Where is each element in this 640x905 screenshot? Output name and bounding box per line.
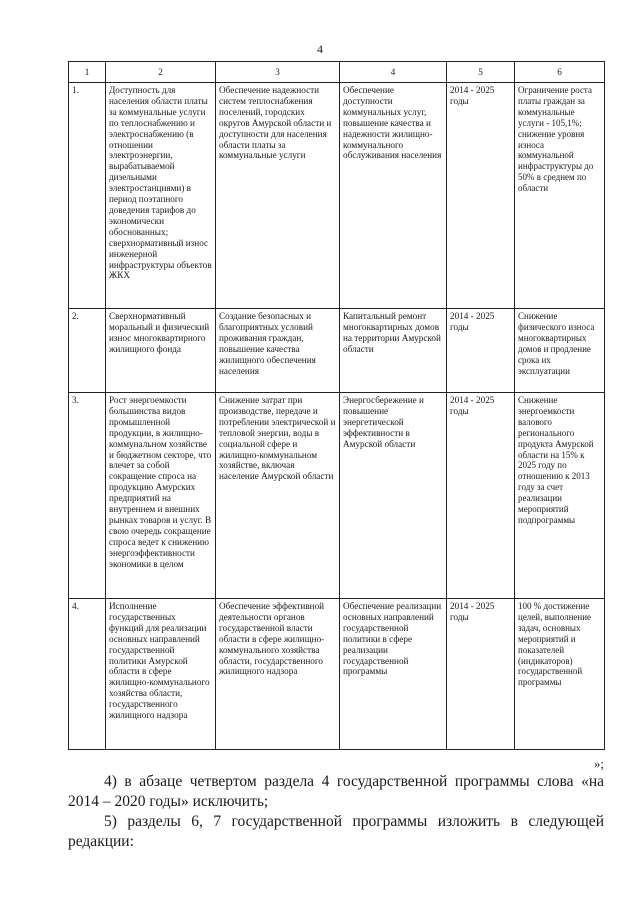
table-header-cell: 5 [447,62,515,83]
problem-cell: Исполнение государственных функций для реализации основных направлений государственной политики Амурской области в сфере жилищно-коммунального хозяйства области, государственного жилищного надзора [106,599,216,750]
problem-cell: Доступность для населения области платы за коммунальные услуги по теплоснабжению и электроснабжению (в отношении электроэнергии, вырабатываемой дизельными электростанциями) в период поэтапного доведения тарифов до экономически обоснованных; сверхнормативный износ инженерной инфраструктуры объектов ЖКХ [106,83,216,309]
table-row [69,83,605,309]
goal-cell: Снижение затрат при производстве, передаче и потреблении электрической и тепловой энергии, воды в социальной сфере и жилищно-коммунальном хозяйстве, включая население Амурской области [216,393,340,599]
goal-cell: Создание безопасных и благоприятных условий проживания граждан, повышение качества жилищного обеспечения населения [216,309,340,393]
problem-cell: Сверхнормативный моральный и физический износ многоквартирного жилищного фонда [106,309,216,393]
period-cell: 2014 - 2025 годы [447,83,515,309]
result-cell: Ограничение роста платы граждан за коммунальные услуги - 105,1%; снижение уровня износа коммунальной инфраструктуры до 50% в среднем по области [515,83,605,309]
table-row [69,309,605,393]
table-header-cell: 1 [69,62,106,83]
period-cell: 2014 - 2025 годы [447,393,515,599]
amendment-paragraph-5: 5) разделы 6, 7 государственной программы изложить в следующей редакции: [68,813,604,850]
row-number-cell: 1. [69,83,106,309]
period-cell: 2014 - 2025 годы [447,599,515,750]
problem-cell: Рост энергоемкости большинства видов промышленной продукции, в жилищно-коммунальном хозяйстве и бюджетном секторе, что влечет за собой сокращение спроса на продукцию Амурских предприятий на внутреннем и внешних рынках товаров и услуг. В свою очередь сокращение спроса ведет к снижению энергоэффективности экономики в целом [106,393,216,599]
table-header-cell: 2 [106,62,216,83]
result-cell: Снижение физического износа многоквартирных домов и продление срока их эксплуатации [515,309,605,393]
table-header-cell: 4 [340,62,447,83]
goal-cell: Обеспечение надежности систем теплоснабжения поселений, городских округов Амурской области и доступности для населения области платы за коммунальные услуги [216,83,340,309]
task-cell: Капитальный ремонт многоквартирных домов на территории Амурской области [340,309,447,393]
row-number-cell: 4. [69,599,106,750]
task-cell: Обеспечение реализации основных направлений государственной политики в сфере реализации государственной программы [340,599,447,750]
period-cell: 2014 - 2025 годы [447,309,515,393]
result-cell: 100 % достижение целей, выполнение задач, основных мероприятий и показателей (индикаторов) государственной программы [515,599,605,750]
task-cell: Энергосбережение и повышение энергетической эффективности в Амурской области [340,393,447,599]
row-number-cell: 3. [69,393,106,599]
table-header-row [69,62,605,83]
program-table [68,61,605,750]
table-header-cell: 6 [515,62,605,83]
table-row [69,393,605,599]
result-cell: Снижение энергоемкости валового регионального продукта Амурской области на 15% к 2025 году по отношению к 2013 году за счет реализации мероприятий подпрограммы [515,393,605,599]
amendment-paragraph-4: 4) в абзаце четвертом раздела 4 государственной программы слова «на 2014 – 2020 годы» исключить; [68,773,604,810]
goal-cell: Обеспечение эффективной деятельности органов государственной власти области в сфере жилищно-коммунального хозяйства области, государственного жилищного надзора [216,599,340,750]
closing-quote-mark: »; [593,756,604,771]
page-number: 4 [317,42,323,56]
row-number-cell: 2. [69,309,106,393]
table-header-cell: 3 [216,62,340,83]
table-row [69,599,605,750]
task-cell: Обеспечение доступности коммунальных услуг, повышение качества и надежности жилищно-коммунального обслуживания населения [340,83,447,309]
